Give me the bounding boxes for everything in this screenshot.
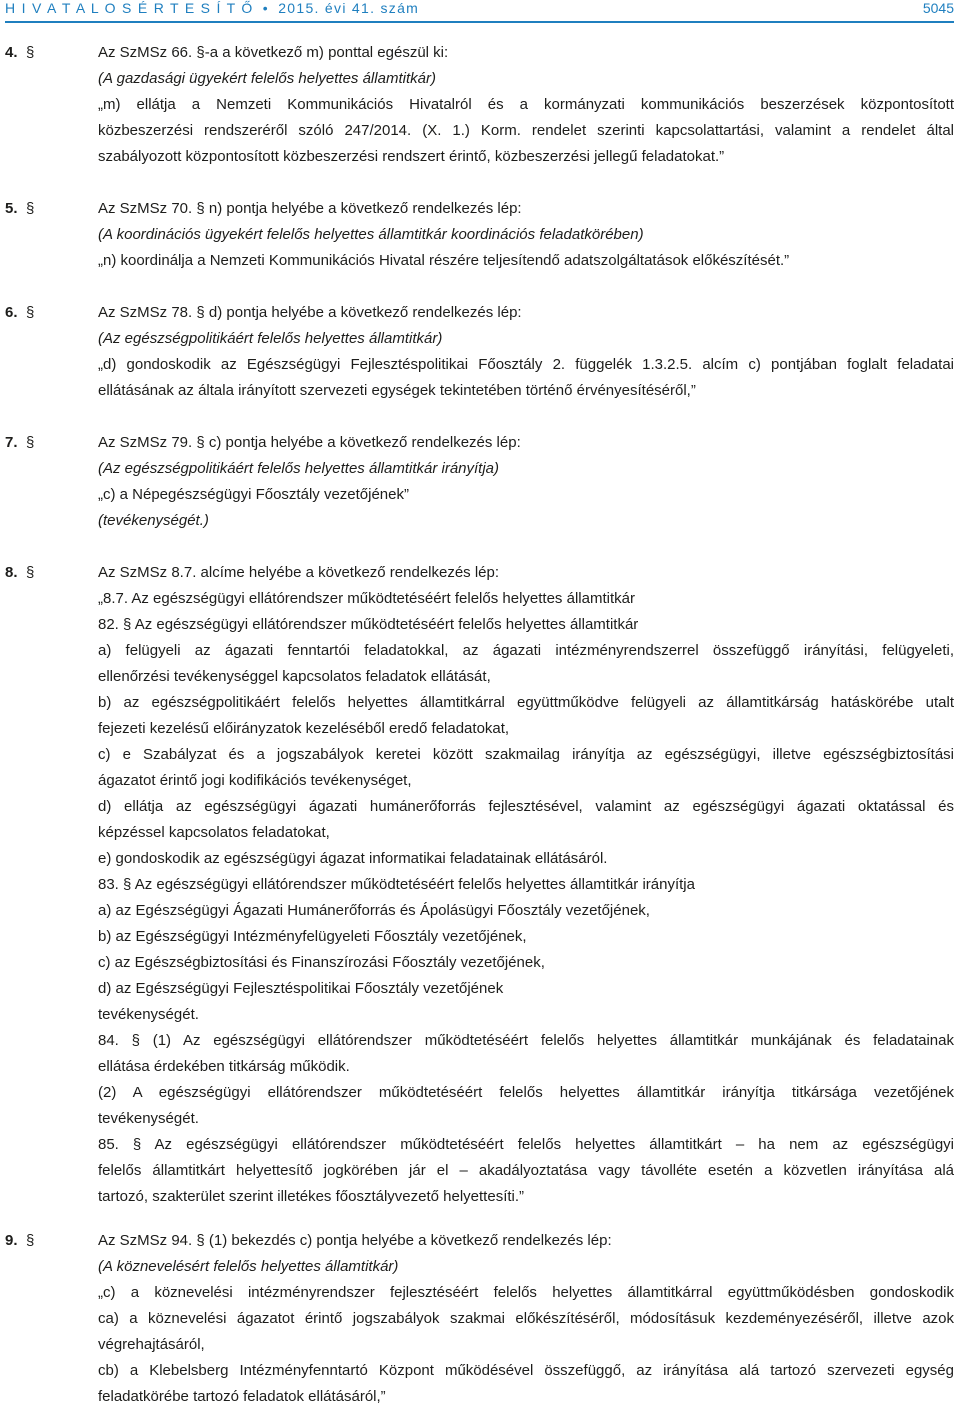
text-line: „n) koordinálja a Nemzeti Kommunikációs Hivatal részére teljesítendő adatszolgáltatások előkészítését.” (98, 252, 790, 269)
text-line: közbeszerzési rendszeréről szóló 247/2014. (X. 1.) Korm. rendelet szerinti kapcsolattartási, valamint a rendelet által (98, 122, 954, 139)
paragraph-sign: § (26, 564, 35, 581)
section-number: 9. (5, 1232, 18, 1249)
text-line: cb) a Klebelsberg Intézményfenntartó Központ működésével összefüggő, az irányítása alá tartozó szervezeti egység (98, 1362, 954, 1379)
text-line: b) az egészségpolitikáért felelős helyettes államtitkárral együttműködve felügyeli az államtitkárság hatáskörébe utalt (98, 694, 954, 711)
text-line: (tevékenységét.) (98, 512, 209, 529)
text-line: „8.7. Az egészségügyi ellátórendszer működtetéséért felelős helyettes államtitkár (98, 590, 635, 607)
publication-title: H I V A T A L O S É R T E S Í T Ő (5, 0, 254, 16)
section-text (98, 300, 954, 404)
text-line: 84. § (1) Az egészségügyi ellátórendszer működtetéséért felelős helyettes államtitkár munkájának és feladatainak (98, 1032, 954, 1049)
text-line: „d) gondoskodik az Egészségügyi Fejlesztéspolitikai Főosztály 2. függelék 1.3.2.5. alcím c) pontjában foglalt feladatai (98, 356, 954, 373)
text-line: Az SzMSz 79. § c) pontja helyébe a következő rendelkezés lép: (98, 434, 521, 451)
text-line: feladatkörébe tartozó feladatok ellátásáról,” (98, 1388, 386, 1405)
text-line: (A gazdasági ügyekért felelős helyettes államtitkár) (98, 70, 436, 87)
separator-dot: • (262, 0, 269, 16)
text-line: végrehajtásáról, (98, 1336, 205, 1353)
section-text (98, 196, 954, 274)
paragraph-sign: § (26, 200, 35, 217)
text-line: 85. § Az egészségügyi ellátórendszer működtetéséért felelős helyettes államtitkárt – ha nem az egészségügyi (98, 1136, 954, 1153)
paragraph-sign: § (26, 434, 35, 451)
text-line: Az SzMSz 8.7. alcíme helyébe a következő rendelkezés lép: (98, 564, 500, 581)
text-line: Az SzMSz 70. § n) pontja helyébe a következő rendelkezés lép: (98, 200, 522, 217)
text-line: b) az Egészségügyi Intézményfelügyeleti Főosztály vezetőjének, (98, 928, 527, 945)
text-line: c) e Szabályzat és a jogszabályok keretei között szakmailag irányítja az egészségügyi, illetve egészségbiztosítási (98, 746, 954, 763)
header-rule (5, 21, 954, 23)
text-line: ellátásának az általa irányított szervezeti egységek tekintetében történő érvényesítéséről,” (98, 382, 696, 399)
page-number: 5045 (922, 0, 954, 16)
text-line: ágazatot érintő jogi kodifikációs tevékenységet, (98, 772, 412, 789)
text-line: tevékenységét. (98, 1110, 199, 1127)
paragraph-sign: § (26, 44, 35, 61)
text-line: „m) ellátja a Nemzeti Kommunikációs Hivatalról és a kormányzati kommunikációs beszerzések központosított (98, 96, 954, 113)
section-number: 6. (5, 304, 18, 321)
text-line: a) az Egészségügyi Ágazati Humánerőforrás és Ápolásügyi Főosztály vezetőjének, (98, 902, 650, 919)
running-head (5, 0, 419, 16)
text-line: c) az Egészségbiztosítási és Finanszírozási Főosztály vezetőjének, (98, 954, 545, 971)
text-line: „c) a Népegészségügyi Főosztály vezetőjének” (98, 486, 409, 503)
text-line: a) felügyeli az ágazati fenntartói feladatokkal, az ágazati intézményrendszerrel összefüggő irányítási, felügyeleti, (98, 642, 954, 659)
text-line: tartozó, szakterület szerint illetékes főosztályvezető helyettesíti.” (98, 1188, 525, 1205)
section-text (98, 1228, 954, 1410)
text-line: (Az egészségpolitikáért felelős helyettes államtitkár irányítja) (98, 460, 500, 477)
text-line: ellátása érdekében titkárság működik. (98, 1058, 350, 1075)
issue-label: 2015. évi 41. szám (278, 0, 420, 16)
text-line: (2) A egészségügyi ellátórendszer működtetéséért felelős helyettes államtitkár irányítja titkársága vezetőjének (98, 1084, 954, 1101)
text-line: Az SzMSz 94. § (1) bekezdés c) pontja helyébe a következő rendelkezés lép: (98, 1232, 612, 1249)
section-text (98, 430, 954, 534)
text-line: Az SzMSz 66. §-a a következő m) ponttal egészül ki: (98, 44, 449, 61)
text-line: 83. § Az egészségügyi ellátórendszer működtetéséért felelős helyettes államtitkár irányítja (98, 876, 695, 893)
text-line: d) ellátja az egészségügyi ágazati humánerőforrás fejlesztésével, valamint az egészségügyi ágazati oktatással és (98, 798, 954, 815)
page-header (5, 0, 954, 20)
text-line: képzéssel kapcsolatos feladatokat, (98, 824, 330, 841)
text-line: (Az egészségpolitikáért felelős helyettes államtitkár) (98, 330, 443, 347)
section-number: 4. (5, 44, 18, 61)
text-line: (A koordinációs ügyekért felelős helyettes államtitkár koordinációs feladatkörében) (98, 226, 644, 243)
text-line: Az SzMSz 78. § d) pontja helyébe a következő rendelkezés lép: (98, 304, 522, 321)
text-line: tevékenységét. (98, 1006, 199, 1023)
text-line: 82. § Az egészségügyi ellátórendszer működtetéséért felelős helyettes államtitkár (98, 616, 639, 633)
text-line: d) az Egészségügyi Fejlesztéspolitikai Főosztály vezetőjének (98, 980, 504, 997)
text-line: fejezeti kezelésű előirányzatok kezeléséből eredő feladatokat, (98, 720, 510, 737)
section-text (98, 560, 954, 1210)
text-line: ellenőrzési tevékenységgel kapcsolatos feladatok ellátását, (98, 668, 491, 685)
text-line: e) gondoskodik az egészségügyi ágazat informatikai feladatainak ellátásáról. (98, 850, 608, 867)
paragraph-sign: § (26, 304, 35, 321)
text-line: (A köznevelésért felelős helyettes államtitkár) (98, 1258, 399, 1275)
section-number: 5. (5, 200, 18, 217)
section-number: 7. (5, 434, 18, 451)
paragraph-sign: § (26, 1232, 35, 1249)
section-text (98, 40, 954, 170)
text-line: ca) a köznevelési ágazatot érintő jogszabályok szakmai előkészítéséről, módosításuk kezdeményezéséről, illetve azok (98, 1310, 954, 1327)
text-line: szabályozott központosított közbeszerzési rendszert érintő, közbeszerzési jellegű feladatokat.” (98, 148, 725, 165)
section-number: 8. (5, 564, 18, 581)
text-line: „c) a köznevelési intézményrendszer fejlesztéséért felelős helyettes államtitkárral együttműködésben gondoskodik (98, 1284, 954, 1301)
text-line: felelős államtitkárt helyettesítő jogkörében jár el – akadályoztatása vagy távolléte esetén a közvetlen irányítása alá (98, 1162, 954, 1179)
